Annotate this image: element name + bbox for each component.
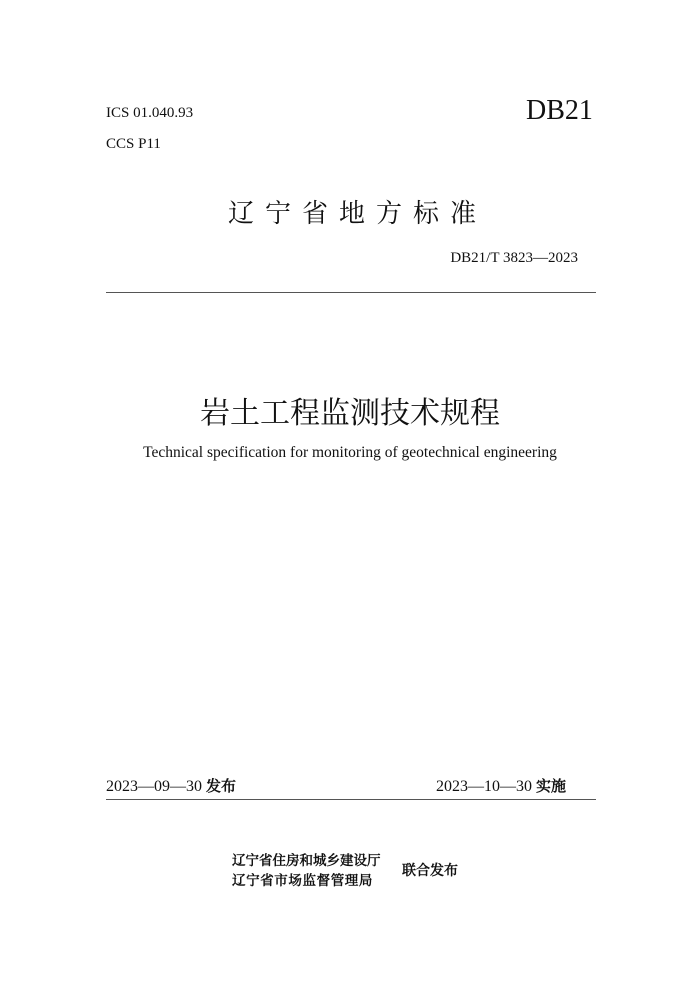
standard-type: 辽宁省地方标准	[228, 199, 488, 229]
document-title-english: Technical specification for monitoring of geotechnical engineering	[143, 444, 557, 461]
document-title-chinese: 岩土工程监测技术规程	[200, 396, 500, 431]
bottom-divider	[106, 799, 596, 800]
issuer-housing-department: 辽宁省住房和城乡建设厅	[232, 853, 381, 869]
publish-date-line	[106, 775, 236, 796]
db-code: DB21	[526, 95, 593, 126]
issuer-market-supervision: 辽宁省市场监督管理局	[232, 873, 373, 889]
standard-number: DB21/T 3823—2023	[450, 250, 578, 266]
ics-code: ICS 01.040.93	[106, 105, 194, 121]
implement-date-line	[436, 775, 566, 796]
implement-date: 2023—10—30	[435, 778, 532, 795]
publish-date: 2023—09—30	[106, 778, 202, 795]
top-divider	[106, 292, 596, 293]
joint-release-label: 联合发布	[402, 863, 458, 879]
publish-label: 发布	[206, 777, 237, 795]
ccs-code: CCS P11	[106, 136, 161, 152]
implement-label: 实施	[535, 777, 566, 795]
